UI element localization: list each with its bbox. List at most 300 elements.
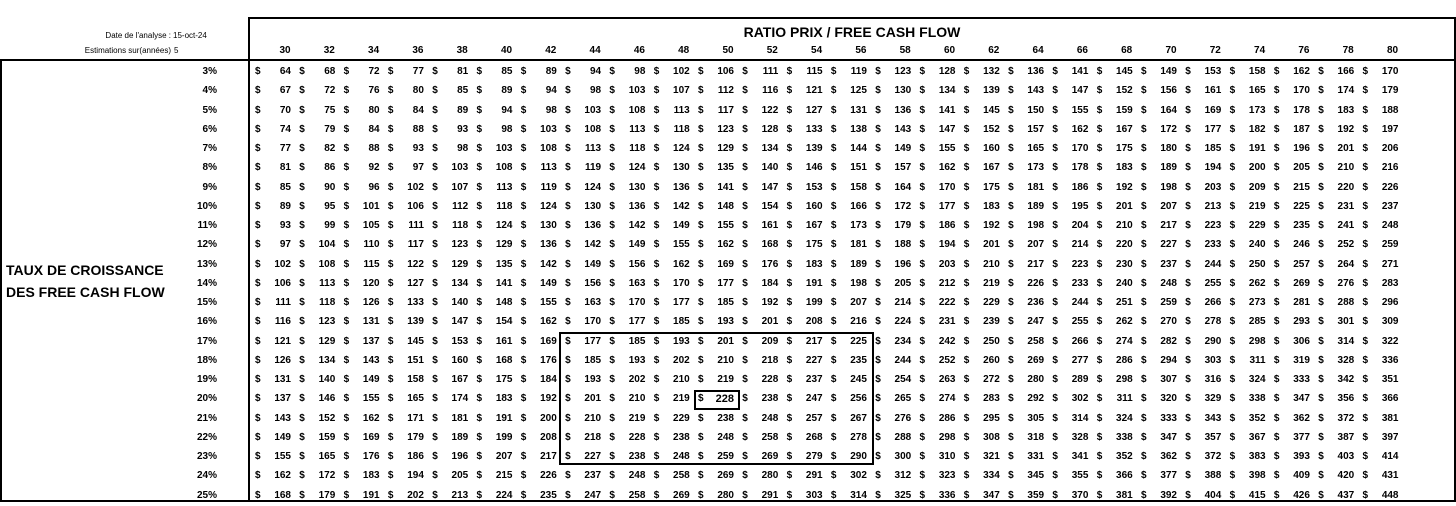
- currency-symbol: $: [1141, 85, 1147, 97]
- currency-symbol: $: [1096, 85, 1103, 97]
- currency-symbol: $: [255, 200, 261, 212]
- table-cell-value: 257: [1293, 258, 1310, 270]
- table-cell-value: 226: [1381, 181, 1399, 193]
- table-cell-value: 133: [407, 297, 424, 308]
- table-cell-value: 99: [324, 220, 336, 231]
- table-cell-value: 88: [368, 143, 380, 154]
- table-cell-value: 210: [717, 354, 734, 366]
- table-cell-value: 352: [1116, 451, 1133, 462]
- currency-symbol: $: [1185, 354, 1191, 366]
- currency-symbol: $: [1185, 104, 1191, 116]
- currency-symbol: $: [343, 335, 350, 347]
- table-cell-value: 106: [717, 66, 734, 77]
- table-cell-value: 271: [1381, 258, 1399, 270]
- table-cell-value: 149: [894, 143, 912, 154]
- currency-symbol: $: [875, 220, 881, 231]
- table-cell-value: 302: [850, 470, 867, 482]
- currency-symbol: $: [343, 104, 350, 116]
- table-cell-value: 113: [319, 277, 336, 289]
- table-cell-value: 177: [584, 335, 602, 347]
- currency-symbol: $: [1052, 220, 1058, 231]
- currency-symbol: $: [1096, 143, 1103, 154]
- currency-symbol: $: [1229, 277, 1236, 289]
- currency-symbol: $: [520, 431, 527, 443]
- table-cell-value: 276: [894, 412, 912, 424]
- table-cell-value: 352: [1248, 412, 1266, 424]
- table-cell-value: 409: [1293, 470, 1310, 482]
- table-cell-value: 156: [1160, 85, 1177, 97]
- currency-symbol: $: [1229, 143, 1236, 154]
- table-cell-value: 124: [584, 181, 602, 193]
- currency-symbol: $: [1185, 181, 1191, 193]
- currency-symbol: $: [343, 200, 350, 212]
- currency-symbol: $: [786, 181, 793, 193]
- table-cell-value: 281: [1293, 297, 1310, 308]
- currency-symbol: $: [1273, 85, 1280, 97]
- currency-symbol: $: [1141, 374, 1147, 385]
- table-cell-value: 102: [673, 66, 690, 77]
- currency-symbol: $: [830, 489, 837, 501]
- currency-symbol: $: [698, 451, 704, 462]
- table-cell-value: 147: [938, 123, 956, 135]
- currency-symbol: $: [1185, 220, 1191, 231]
- column-header: 62: [988, 45, 1000, 56]
- currency-symbol: $: [786, 374, 793, 385]
- table-cell-value: 388: [1204, 470, 1222, 482]
- table-cell-value: 129: [495, 239, 513, 251]
- table-cell-value: 136: [540, 239, 557, 251]
- currency-symbol: $: [919, 412, 926, 424]
- currency-symbol: $: [476, 258, 483, 270]
- table-cell-value: 387: [1337, 431, 1355, 443]
- table-cell-value: 119: [850, 66, 867, 77]
- table-cell-value: 149: [362, 374, 380, 385]
- currency-symbol: $: [609, 220, 615, 231]
- currency-symbol: $: [1362, 297, 1369, 308]
- currency-symbol: $: [1318, 220, 1324, 231]
- currency-symbol: $: [1229, 431, 1236, 443]
- currency-symbol: $: [1185, 297, 1191, 308]
- currency-symbol: $: [742, 489, 748, 501]
- table-cell-value: 98: [545, 104, 557, 116]
- table-cell-value: 305: [1027, 412, 1045, 424]
- table-cell-value: 107: [673, 85, 690, 97]
- table-cell-value: 126: [274, 354, 291, 366]
- table-cell-value: 302: [1071, 393, 1089, 405]
- table-cell-value: 177: [938, 200, 956, 212]
- currency-symbol: $: [1141, 123, 1147, 135]
- table-cell-value: 187: [1293, 123, 1310, 135]
- currency-symbol: $: [919, 374, 926, 385]
- table-cell-value: 235: [850, 354, 867, 366]
- currency-symbol: $: [919, 354, 926, 366]
- currency-symbol: $: [299, 143, 305, 154]
- currency-symbol: $: [786, 297, 793, 308]
- currency-symbol: $: [387, 258, 394, 270]
- table-cell-value: 205: [894, 277, 912, 289]
- table-cell-value: 147: [761, 181, 779, 193]
- table-cell-value: 420: [1337, 470, 1355, 482]
- table-cell-value: 266: [1204, 297, 1222, 308]
- table-cell-value: 308: [983, 431, 1000, 443]
- currency-symbol: $: [1096, 297, 1103, 308]
- currency-symbol: $: [786, 431, 793, 443]
- currency-symbol: $: [387, 104, 394, 116]
- currency-symbol: $: [476, 431, 483, 443]
- currency-symbol: $: [786, 451, 793, 462]
- table-cell-value: 182: [1248, 123, 1266, 135]
- table-cell-value: 191: [805, 277, 823, 289]
- currency-symbol: $: [875, 85, 881, 97]
- currency-symbol: $: [299, 85, 305, 97]
- currency-symbol: $: [299, 470, 305, 482]
- column-header: 80: [1386, 45, 1399, 56]
- table-cell-value: 152: [1116, 85, 1133, 97]
- table-cell-value: 372: [1337, 412, 1355, 424]
- currency-symbol: $: [476, 451, 483, 462]
- table-cell-value: 177: [717, 277, 734, 289]
- currency-symbol: $: [963, 220, 970, 231]
- row-label-growth-rate: 25%: [196, 489, 217, 501]
- table-cell-value: 258: [628, 489, 646, 501]
- table-cell-value: 184: [540, 374, 557, 385]
- currency-symbol: $: [1096, 220, 1103, 231]
- currency-symbol: $: [565, 162, 571, 174]
- table-cell-value: 161: [1204, 85, 1222, 97]
- currency-symbol: $: [1362, 220, 1369, 231]
- table-cell-value: 248: [628, 470, 646, 482]
- currency-symbol: $: [1273, 220, 1280, 231]
- table-cell-value: 89: [545, 66, 557, 77]
- table-cell-value: 258: [761, 431, 779, 443]
- table-cell-value: 113: [584, 143, 602, 154]
- table-cell-value: 186: [1071, 181, 1089, 193]
- row-label-growth-rate: 12%: [196, 239, 217, 251]
- currency-symbol: $: [299, 181, 305, 193]
- currency-symbol: $: [255, 66, 261, 77]
- table-cell-value: 108: [628, 104, 646, 116]
- currency-symbol: $: [1141, 220, 1147, 231]
- table-cell-value: 122: [761, 104, 779, 116]
- table-cell-value: 173: [850, 220, 867, 231]
- currency-symbol: $: [476, 220, 483, 231]
- currency-symbol: $: [432, 239, 438, 251]
- currency-symbol: $: [963, 470, 970, 482]
- currency-symbol: $: [1318, 335, 1324, 347]
- row-label-growth-rate: 20%: [196, 393, 217, 405]
- table-cell-value: 251: [1116, 297, 1133, 308]
- table-cell-value: 98: [501, 123, 513, 135]
- table-cell-value: 130: [673, 162, 690, 174]
- table-cell-value: 121: [274, 335, 291, 347]
- table-cell-value: 176: [761, 258, 779, 270]
- currency-symbol: $: [520, 297, 527, 308]
- table-cell-value: 107: [451, 181, 469, 193]
- currency-symbol: $: [698, 181, 704, 193]
- table-cell-value: 278: [1204, 316, 1222, 328]
- currency-symbol: $: [1185, 123, 1191, 135]
- table-cell-value: 359: [1027, 489, 1045, 501]
- table-cell-value: 218: [584, 431, 602, 443]
- currency-symbol: $: [609, 162, 615, 174]
- table-cell-value: 94: [501, 104, 513, 116]
- table-cell-value: 210: [584, 412, 602, 424]
- currency-symbol: $: [1362, 277, 1369, 289]
- table-cell-value: 162: [1293, 66, 1310, 77]
- currency-symbol: $: [432, 85, 438, 97]
- table-cell-value: 312: [894, 470, 912, 482]
- currency-symbol: $: [875, 451, 881, 462]
- currency-symbol: $: [786, 393, 793, 405]
- currency-symbol: $: [786, 258, 793, 270]
- currency-symbol: $: [1273, 393, 1280, 405]
- table-cell-value: 148: [495, 297, 513, 308]
- currency-symbol: $: [432, 143, 438, 154]
- table-cell-value: 273: [1248, 297, 1266, 308]
- currency-symbol: $: [875, 374, 881, 385]
- currency-symbol: $: [1362, 470, 1369, 482]
- table-cell-value: 321: [983, 451, 1000, 462]
- currency-symbol: $: [565, 239, 571, 251]
- table-cell-value: 64: [279, 66, 291, 77]
- currency-symbol: $: [653, 143, 660, 154]
- table-cell-value: 72: [324, 85, 336, 97]
- currency-symbol: $: [1096, 354, 1103, 366]
- table-cell-value: 262: [1116, 316, 1133, 328]
- table-cell-value: 129: [451, 258, 469, 270]
- currency-symbol: $: [875, 258, 881, 270]
- currency-symbol: $: [476, 277, 483, 289]
- table-cell-value: 136: [628, 200, 646, 212]
- table-cell-value: 233: [1071, 277, 1089, 289]
- table-cell-value: 196: [451, 451, 469, 462]
- currency-symbol: $: [1141, 162, 1147, 174]
- table-cell-value: 149: [274, 431, 291, 443]
- currency-symbol: $: [919, 143, 926, 154]
- currency-symbol: $: [1052, 66, 1058, 77]
- table-cell-value: 201: [761, 316, 779, 328]
- table-cell-value: 235: [1293, 220, 1310, 231]
- table-cell-value: 215: [1293, 181, 1310, 193]
- table-cell-value: 397: [1381, 431, 1399, 443]
- currency-symbol: $: [343, 181, 350, 193]
- currency-symbol: $: [432, 66, 438, 77]
- currency-symbol: $: [476, 104, 483, 116]
- currency-symbol: $: [1096, 162, 1103, 174]
- currency-symbol: $: [653, 412, 660, 424]
- column-header: 46: [633, 45, 645, 56]
- table-cell-value: 269: [761, 451, 779, 462]
- currency-symbol: $: [1273, 181, 1280, 193]
- currency-symbol: $: [830, 354, 837, 366]
- table-cell-value: 260: [983, 354, 1000, 366]
- currency-symbol: $: [1141, 181, 1147, 193]
- table-cell-value: 162: [938, 162, 956, 174]
- table-cell-value: 174: [1337, 85, 1355, 97]
- currency-symbol: $: [1318, 143, 1324, 154]
- table-cell-value: 188: [894, 239, 912, 251]
- row-label-growth-rate: 16%: [196, 316, 217, 328]
- table-cell-value: 123: [717, 123, 734, 135]
- currency-symbol: $: [830, 162, 837, 174]
- currency-symbol: $: [1318, 297, 1324, 308]
- currency-symbol: $: [255, 104, 261, 116]
- currency-symbol: $: [919, 162, 926, 174]
- table-cell-value: 162: [540, 316, 557, 328]
- table-cell-value: 362: [1160, 451, 1177, 462]
- currency-symbol: $: [565, 297, 571, 308]
- table-cell-value: 318: [1027, 431, 1045, 443]
- table-cell-value: 147: [1071, 85, 1089, 97]
- currency-symbol: $: [432, 181, 438, 193]
- table-cell-value: 263: [938, 374, 956, 385]
- currency-symbol: $: [1362, 393, 1369, 405]
- currency-symbol: $: [742, 431, 748, 443]
- currency-symbol: $: [653, 374, 660, 385]
- table-cell-value: 228: [628, 431, 646, 443]
- table-cell-value: 338: [1116, 431, 1133, 443]
- currency-symbol: $: [1318, 162, 1324, 174]
- currency-symbol: $: [343, 316, 350, 328]
- table-cell-value: 217: [1160, 220, 1177, 231]
- table-cell-value: 185: [673, 316, 690, 328]
- table-cell-value: 289: [1071, 374, 1089, 385]
- currency-symbol: $: [1362, 85, 1369, 97]
- table-cell-value: 366: [1381, 393, 1399, 405]
- table-cell-value: 172: [894, 200, 912, 212]
- currency-symbol: $: [255, 143, 261, 154]
- currency-symbol: $: [1273, 162, 1280, 174]
- table-cell-value: 258: [1027, 335, 1045, 347]
- currency-symbol: $: [520, 393, 527, 405]
- table-cell-value: 208: [805, 316, 823, 328]
- currency-symbol: $: [1141, 297, 1147, 308]
- currency-symbol: $: [653, 66, 660, 77]
- currency-symbol: $: [875, 354, 881, 366]
- table-cell-value: 145: [983, 104, 1000, 116]
- table-cell-value: 181: [850, 239, 867, 251]
- table-cell-value: 219: [628, 412, 646, 424]
- row-label-growth-rate: 3%: [202, 66, 217, 77]
- currency-symbol: $: [786, 489, 793, 501]
- table-cell-value: 172: [1160, 123, 1177, 135]
- currency-symbol: $: [299, 104, 305, 116]
- table-cell-value: 170: [1293, 85, 1310, 97]
- currency-symbol: $: [830, 181, 837, 193]
- table-cell-value: 189: [1160, 162, 1177, 174]
- currency-symbol: $: [875, 239, 881, 251]
- table-cell-value: 269: [1293, 277, 1310, 289]
- currency-symbol: $: [432, 354, 438, 366]
- currency-symbol: $: [1362, 412, 1369, 424]
- table-cell-value: 226: [1027, 277, 1045, 289]
- currency-symbol: $: [653, 181, 660, 193]
- table-cell-value: 333: [1160, 412, 1177, 424]
- table-cell-value: 277: [1071, 354, 1089, 366]
- table-cell-value: 162: [673, 258, 690, 270]
- currency-symbol: $: [830, 412, 837, 424]
- table-cell-value: 303: [1204, 354, 1222, 366]
- table-cell-value: 179: [407, 431, 424, 443]
- currency-symbol: $: [387, 123, 394, 135]
- currency-symbol: $: [432, 104, 438, 116]
- table-cell-value: 306: [1293, 335, 1310, 347]
- table-cell-value: 269: [673, 489, 690, 501]
- currency-symbol: $: [919, 220, 926, 231]
- table-cell-value: 160: [805, 200, 823, 212]
- currency-symbol: $: [476, 470, 483, 482]
- table-cell-value: 351: [1381, 374, 1399, 385]
- currency-symbol: $: [520, 104, 527, 116]
- table-cell-value: 89: [501, 85, 513, 97]
- currency-symbol: $: [343, 412, 350, 424]
- table-cell-value: 362: [1293, 412, 1310, 424]
- currency-symbol: $: [1052, 297, 1058, 308]
- column-header: 42: [545, 45, 557, 56]
- table-cell-value: 247: [805, 393, 823, 405]
- table-cell-value: 203: [938, 258, 956, 270]
- table-cell-value: 124: [628, 162, 646, 174]
- table-cell-value: 170: [1381, 66, 1399, 77]
- currency-symbol: $: [299, 374, 305, 385]
- table-cell-value: 259: [1381, 239, 1399, 251]
- currency-symbol: $: [432, 220, 438, 231]
- currency-symbol: $: [343, 451, 350, 462]
- table-cell-value: 355: [1071, 470, 1089, 482]
- table-cell-value: 80: [368, 104, 380, 116]
- table-cell-value: 143: [274, 412, 291, 424]
- currency-symbol: $: [1318, 239, 1324, 251]
- row-label-growth-rate: 17%: [196, 335, 217, 347]
- table-cell-value: 135: [717, 162, 734, 174]
- table-cell-value: 168: [274, 489, 291, 501]
- currency-symbol: $: [609, 412, 615, 424]
- table-cell-value: 210: [983, 258, 1000, 270]
- currency-symbol: $: [1229, 489, 1236, 501]
- table-cell-value: 247: [584, 489, 602, 501]
- currency-symbol: $: [520, 123, 527, 135]
- table-cell-value: 248: [1381, 220, 1399, 231]
- table-cell-value: 210: [1337, 162, 1355, 174]
- table-cell-value: 372: [1204, 451, 1222, 462]
- currency-symbol: $: [830, 143, 837, 154]
- table-cell-value: 185: [1204, 143, 1222, 154]
- currency-symbol: $: [1318, 258, 1324, 270]
- currency-symbol: $: [476, 489, 483, 501]
- currency-symbol: $: [565, 104, 571, 116]
- currency-symbol: $: [387, 143, 394, 154]
- table-cell-value: 269: [1027, 354, 1045, 366]
- currency-symbol: $: [830, 393, 837, 405]
- currency-symbol: $: [919, 335, 926, 347]
- currency-symbol: $: [432, 123, 438, 135]
- table-cell-value: 214: [894, 297, 912, 308]
- currency-symbol: $: [520, 200, 527, 212]
- table-cell-value: 219: [717, 374, 734, 385]
- currency-symbol: $: [255, 162, 261, 174]
- table-cell-value: 128: [938, 66, 956, 77]
- currency-symbol: $: [1052, 451, 1058, 462]
- currency-symbol: $: [1052, 85, 1058, 97]
- currency-symbol: $: [520, 162, 527, 174]
- table-cell-value: 329: [1204, 393, 1222, 405]
- table-cell-value: 314: [850, 489, 867, 501]
- table-cell-value: 115: [806, 66, 823, 77]
- table-cell-value: 392: [1160, 489, 1177, 501]
- currency-symbol: $: [565, 412, 571, 424]
- currency-symbol: $: [742, 85, 748, 97]
- currency-symbol: $: [963, 143, 970, 154]
